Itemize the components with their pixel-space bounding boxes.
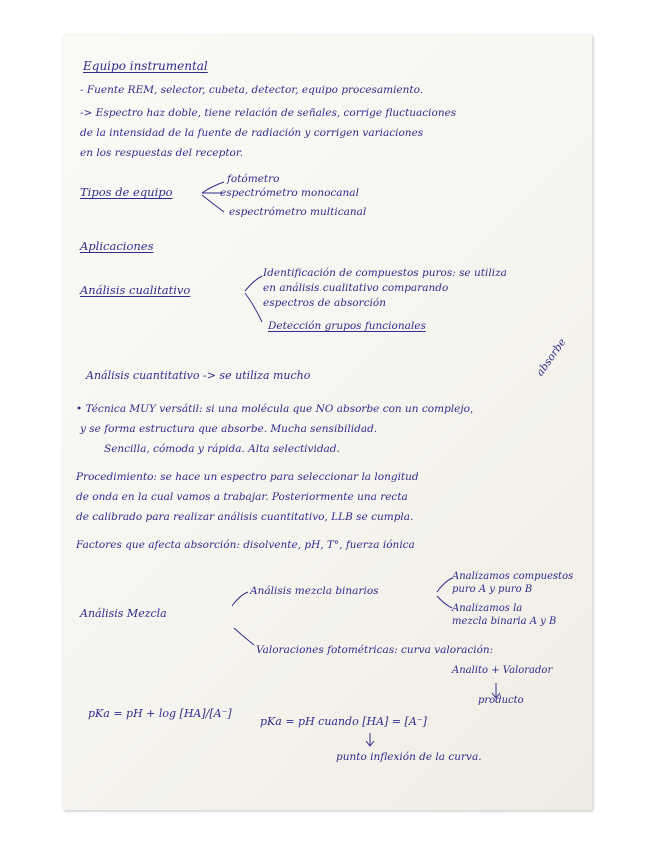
mixture-label: Análisis Mezcla [80, 607, 167, 620]
procedure-line-3: de calibrado para realizar análisis cuantitativo, LLB se cumpla. [76, 511, 414, 523]
equipment-type-monochannel: espectrómetro monocanal [220, 187, 359, 199]
equipment-type-photometer: fotómetro [227, 173, 280, 185]
double-beam-line-1: -> Espectro haz doble, tiene relación de señales, corrige fluctuaciones [80, 107, 457, 119]
quantitative-aside: absorbe [534, 336, 569, 379]
procedure-line-1: Procedimiento: se hace un espectro para seleccionar la longitud [76, 471, 419, 483]
technique-line-2: y se forma estructura que absorbe. Mucha sensibilidad. [80, 423, 378, 435]
mixture-titrations-sub: Analito + Valorador [452, 665, 553, 676]
equipment-type-multichannel: espectrómetro multicanal [229, 206, 367, 218]
qualitative-branch1-line1: Identificación de compuestos puros: se utiliza [263, 267, 507, 279]
mixture-binary: Análisis mezcla binarios [250, 585, 379, 597]
mixture-binary-b-line1: Analizamos la [452, 603, 523, 614]
equation-henderson: pKa = pH + log [HA]/[A⁻] [88, 707, 232, 720]
equipment-types-label: Tipos de equipo [80, 185, 173, 199]
double-beam-line-3: en los respuestas del receptor. [80, 147, 244, 159]
components-line: - Fuente REM, selector, cubeta, detector, equipo procesamiento. [80, 84, 424, 96]
mixture-binary-b-line2: mezcla binaria A y B [452, 616, 557, 627]
quantitative-title: Análisis cuantitativo -> se utiliza mucho [86, 369, 311, 382]
technique-line-3: Sencilla, cómoda y rápida. Alta selectividad. [104, 443, 340, 455]
mixture-titrations: Valoraciones fotométricas: curva valoración: [256, 644, 494, 656]
mixture-binary-a-line1: Analizamos compuestos [452, 571, 574, 582]
applications-title: Aplicaciones [80, 239, 154, 253]
equation-inflection: punto inflexión de la curva. [336, 751, 482, 763]
qualitative-branch1-line2: en análisis cualitativo comparando [263, 282, 449, 294]
qualitative-branch1-line3: espectros de absorción [263, 297, 387, 309]
equation-condition: pKa = pH cuando [HA] = [A⁻] [260, 715, 427, 728]
procedure-line-2: de onda en la cual vamos a trabajar. Posteriormente una recta [76, 491, 408, 503]
double-beam-line-2: de la intensidad de la fuente de radiación y corrigen variaciones [80, 127, 424, 139]
section-title-equipo: Equipo instrumental [83, 59, 208, 73]
factors-line: Factores que afecta absorción: disolvente, pH, T°, fuerza iónica [76, 539, 415, 551]
mixture-binary-a-line2: puro A y puro B [452, 584, 533, 595]
mixture-product: producto [478, 695, 524, 706]
technique-line-1: • Técnica MUY versátil: si una molécula que NO absorbe con un complejo, [76, 403, 474, 415]
qualitative-branch2: Detección grupos funcionales [268, 320, 426, 332]
qualitative-label: Análisis cualitativo [80, 283, 191, 297]
